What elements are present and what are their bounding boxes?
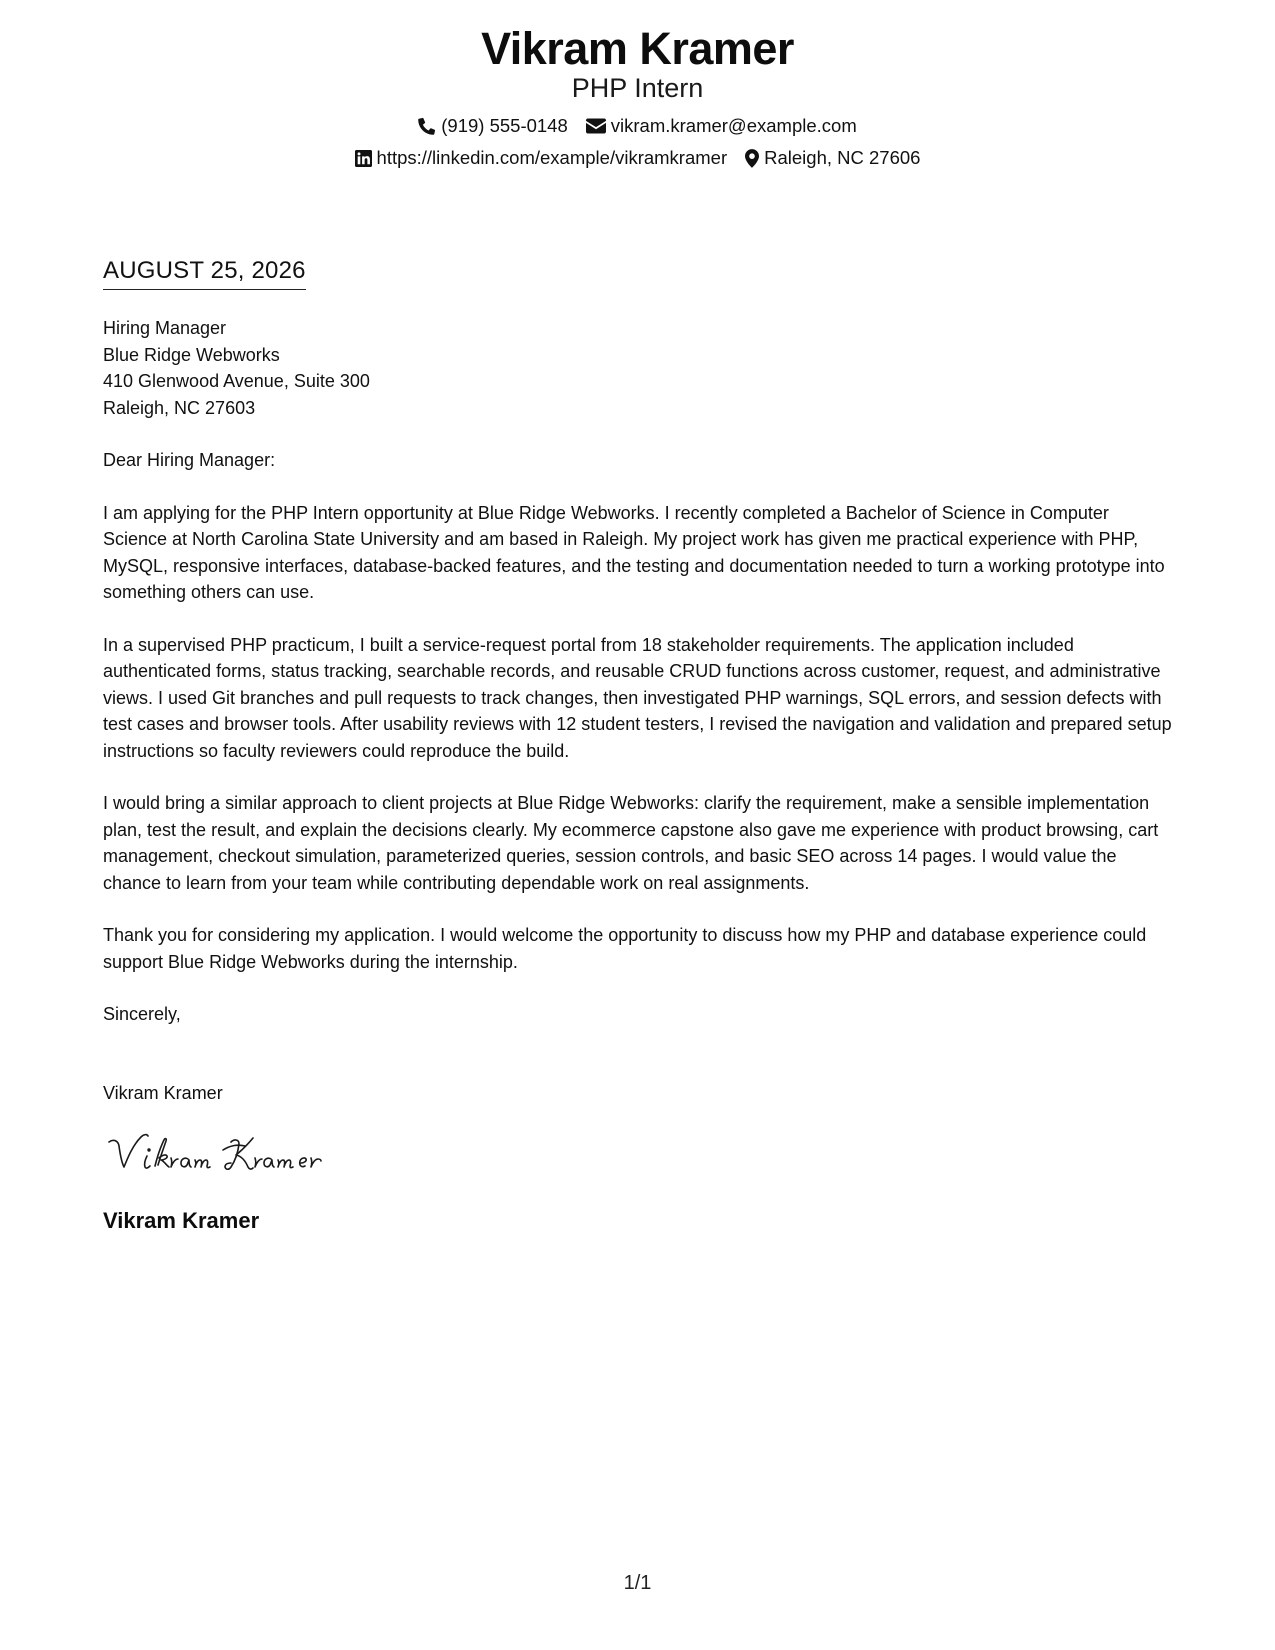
- envelope-icon: [586, 118, 606, 134]
- contact-phone: [418, 113, 568, 139]
- phone-icon: [418, 117, 436, 135]
- job-title: PHP Intern: [571, 73, 704, 103]
- email-text: vikram.kramer@example.com: [610, 115, 857, 136]
- letter-body: [103, 315, 1173, 1236]
- linkedin-text: https://linkedin.com/example/vikramkramer: [376, 147, 728, 168]
- recipient-line: 410 Glenwood Avenue, Suite 300: [103, 371, 370, 391]
- letter-date: AUGUST 25, 2026: [103, 256, 306, 290]
- applicant-name: Vikram Kramer: [481, 23, 794, 74]
- recipient-address: [103, 315, 1173, 421]
- page-number: 1/1: [623, 1572, 652, 1594]
- signed-name: Vikram Kramer: [103, 1208, 260, 1233]
- linkedin-icon: [355, 150, 372, 167]
- handwritten-signature: [103, 1128, 1173, 1188]
- signature-image: [103, 1128, 363, 1184]
- body-paragraph: I would bring a similar approach to client projects at Blue Ridge Webworks: clarify the requirement, make a sensible implementation plan, test the result, and explain the decisions clearly. My ecommerce capstone also gave me experience with product browsing, cart management, checkout simulation, parameterized queries, session controls, and basic SEO across 14 pages. I would value the chance to learn from your team while contributing dependable work on real assignments.: [103, 793, 1159, 893]
- location-text: Raleigh, NC 27606: [764, 147, 921, 168]
- recipient-line: Raleigh, NC 27603: [103, 397, 256, 418]
- phone-text: (919) 555-0148: [441, 115, 568, 136]
- letter-header: [0, 22, 1275, 171]
- body-paragraph: I am applying for the PHP Intern opportunity at Blue Ridge Webworks. I recently completed a Bachelor of Science in Computer Science at North Carolina State University and am based in Raleigh. My project work has given me practical experience with PHP, MySQL, responsive interfaces, database-backed features, and the testing and documentation needed to turn a working prototype into something others can use.: [103, 502, 1165, 602]
- body-paragraph: Thank you for considering my application. I would welcome the opportunity to discuss how my PHP and database experience could support Blue Ridge Webworks during the internship.: [103, 925, 1147, 972]
- contact-row-primary: [0, 113, 1275, 139]
- typed-name: Vikram Kramer: [103, 1082, 223, 1103]
- recipient-line: Hiring Manager: [103, 318, 227, 338]
- body-paragraph: In a supervised PHP practicum, I built a service-request portal from 18 stakeholder requirements. The application included authenticated forms, status tracking, searchable records, and reusable CRUD functions across customer, request, and administrative views. I used Git branches and pull requests to track changes, then investigated PHP warnings, SQL errors, and session defects with test cases and browser tools. After usability reviews with 12 student testers, I revised the navigation and validation and prepared setup instructions so faculty reviewers could reproduce the build.: [103, 634, 1172, 761]
- contact-location: [745, 145, 920, 171]
- contact-linkedin: [355, 145, 728, 171]
- salutation: Dear Hiring Manager:: [103, 450, 276, 470]
- map-pin-icon: [745, 149, 759, 168]
- contact-row-secondary: [0, 145, 1275, 171]
- closing: Sincerely,: [103, 1004, 181, 1024]
- contact-email: [586, 113, 857, 139]
- recipient-line: Blue Ridge Webworks: [103, 344, 280, 365]
